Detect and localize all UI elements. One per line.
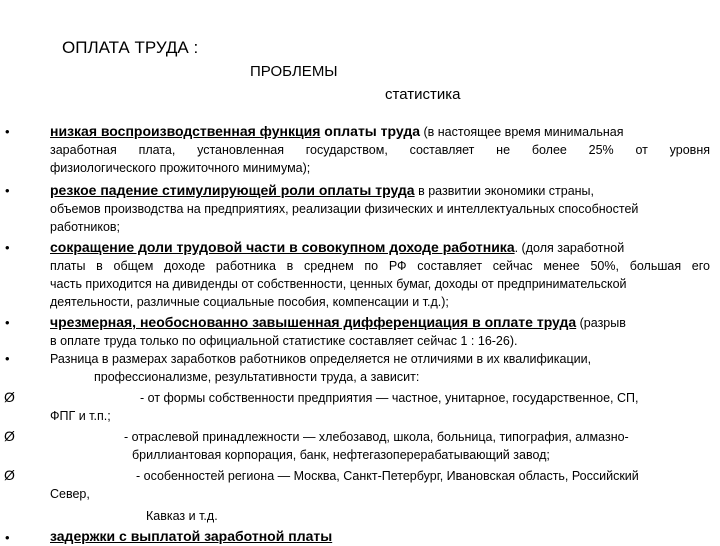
list-item [50,350,710,386]
sub-item [50,428,710,464]
item-text: часть приходится на дивиденды от собственности, ценных бумаг, доходы от предпринимательской [50,277,627,291]
arrow-marker: Ø [4,389,15,405]
arrow-marker: Ø [4,428,15,444]
item-text: (в настоящее время минимальная [420,125,624,139]
bullet-marker: • [5,315,10,330]
item-text: - от формы собственности предприятия — частное, унитарное, государственное, СП, [140,391,639,405]
item-text: заработная плата, установленная государством, составляет не более 25% от уровня [50,143,710,157]
page-title [62,38,198,58]
title-colon: : [193,38,199,57]
item-text: деятельности, различные социальные пособия, компенсации и т.д.); [50,295,449,309]
list-item [50,181,710,236]
bullet-marker: • [5,124,10,139]
bullet-marker: • [5,530,10,545]
list-item [50,313,710,350]
list-item [50,238,710,311]
subtitle-problems: ПРОБЛЕМЫ [250,63,338,80]
item-lead: низкая воспроизводственная функция [50,123,321,139]
title-main: ОПЛАТА ТРУДА [62,38,189,57]
sub-item [50,467,710,525]
item-text: - отраслевой принадлежности — хлебозавод, школа, больница, типография, алмазно- [124,430,629,444]
item-text: Север, [50,487,90,501]
sub-item [50,389,710,425]
item-lead: резкое падение стимулирующей роли оплаты труда [50,182,415,198]
item-text: платы в общем доходе работника в среднем по РФ составляет сейчас менее 50%, большая его [50,259,710,273]
item-text: . (доля заработной [514,241,625,255]
subtitle-statistics: статистика [385,86,461,103]
item-text: ФПГ и т.п.; [50,409,111,423]
list-item [50,122,710,177]
item-text: работников; [50,220,121,234]
item-text: (разрыв [576,316,626,330]
item-text: профессионализме, результативности труда, а зависит: [94,370,420,384]
item-lead: задержки с выплатой заработной платы [50,528,333,544]
bullet-marker: • [5,183,10,198]
item-text: объемов производства на предприятиях, реализации физических и интеллектуальных способностей [50,202,639,216]
item-text: в развитии экономики страны, [414,184,595,198]
item-lead-tail: оплаты труда [320,123,420,139]
item-lead: сокращение доли трудовой части в совокупном доходе работника [50,239,515,255]
list-item [50,527,710,546]
bullet-marker: • [5,351,10,366]
item-text: Кавказ и т.д. [146,509,218,523]
arrow-marker: Ø [4,467,15,483]
bullet-marker: • [5,240,10,255]
item-text: Разница в размерах заработков работников определяется не отличиями в их квалификации, [50,352,592,366]
item-text: бриллиантовая корпорация, банк, нефтегазоперерабатывающий завод; [132,448,550,462]
item-text: - особенностей региона — Москва, Санкт-Петербург, Ивановская область, Российский [136,469,639,483]
item-text: в оплате труда только по официальной статистике составляет сейчас 1 : 16-26). [50,334,518,348]
item-lead: чрезмерная, необоснованно завышенная дифференциация в оплате труда [50,314,577,330]
item-text: физиологического прожиточного минимума); [50,161,311,175]
